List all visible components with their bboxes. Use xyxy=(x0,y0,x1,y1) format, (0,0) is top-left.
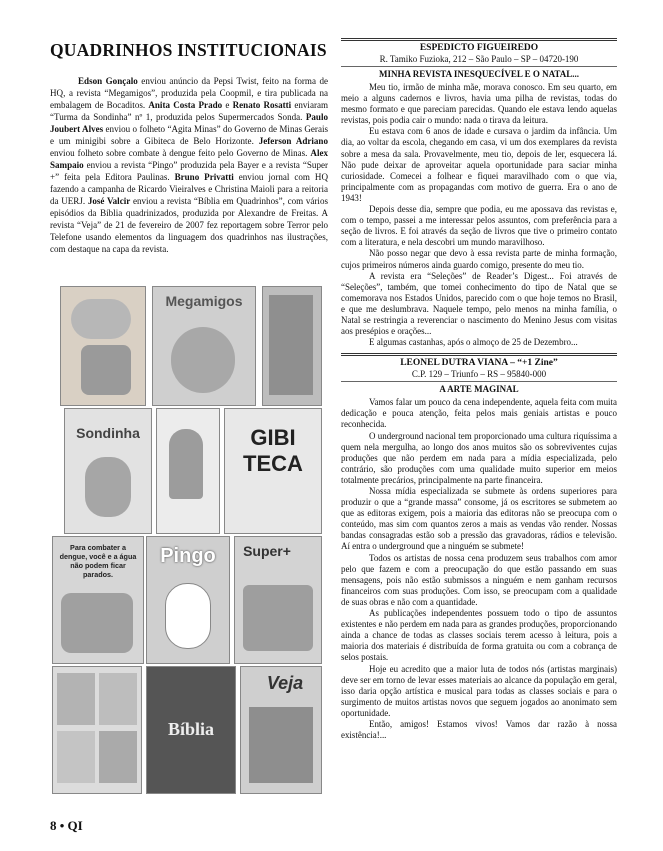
contributor-name: Edson Gonçalo xyxy=(78,76,138,86)
thumb-dengue xyxy=(52,536,144,664)
sondinha-logo: Sondinha xyxy=(76,425,140,441)
paragraph-text: enviou a revista “Bíblia em Quadrinhos”, com vários episódios da Bíblia quadrinizados, produzida por Alexandre de Freitas. A revista “Veja” de 21 de fevereiro de 2007 fez reportagem sobre Terror pelo Telefone usando elementos da linguagem dos quadrinhos nas ilustrações, com destaque na capa da revista. xyxy=(50,196,328,254)
thumb-agita xyxy=(156,408,220,534)
gibiteca-logo: GIBI TECA xyxy=(243,425,303,476)
thumb-uerj xyxy=(52,666,142,794)
contributor-name: Renato Rosatti xyxy=(232,100,292,110)
section-divider-thin xyxy=(341,66,617,67)
paragraph-text: enviou o folheto “Agita Minas” do Governo de Minas Gerais e um minigibi sobre a Gibiteca de Belo Horizonte. xyxy=(50,124,328,146)
contributor-name: José Valcir xyxy=(87,196,131,206)
thumb-gibiteca xyxy=(224,408,322,534)
paragraph-text: enviaram “Turma da Sondinha” nº 1, produzida pelos Supermercados Sonda. xyxy=(50,100,329,122)
section2-paragraph: Todos os artistas de nossa cena produzem seus trabalhos com amor pelo que fazem e com a preocupação do que estão passando em suas mensagens, pois não estão submissos a ninguém e nem ganham recursos financeiros com suas produções. Com isso, se preocupam com a qualidade de suas obras e não com a quantidade. xyxy=(341,552,617,607)
section2-paragraph: Então, amigos! Estamos vivos! Vamos dar razão à nossa existência!... xyxy=(341,718,617,741)
section1-paragraph: E algumas castanhas, após o almoço de 25 de Dezembro... xyxy=(369,337,578,348)
super-logo: Super+ xyxy=(243,543,291,559)
paragraph-text: enviou anúncio da Pepsi Twist, feito na forma de HQ, a revista “Megamigos”, produzida pela Coopmil, e tira publicada na embalagem de Bocaditos. xyxy=(50,76,328,110)
pingo-logo: Pingo xyxy=(160,545,216,567)
section1-body xyxy=(341,82,617,348)
thumb-megamigos xyxy=(152,286,256,406)
paragraph-text: e xyxy=(222,100,233,110)
page-footer: 8 • QI xyxy=(50,818,83,833)
section1-title: MINHA REVISTA INESQUECÍVEL E O NATAL... xyxy=(378,69,580,79)
paragraph-text: enviou jornal com HQ fazendo a campanha de Ricardo Vieiralves e Christina Maioli para a reitoria da UERJ. xyxy=(50,172,328,206)
contributor-name: Bruno Privatti xyxy=(174,172,234,182)
paragraph-text: enviou folheto sobre combate à dengue feito pelo Governo de Minas. xyxy=(50,148,311,158)
thumb-sondinha xyxy=(64,408,152,534)
section1-author: ESPEDICTO FIGUEIREDO xyxy=(419,43,539,53)
section2-paragraph: Hoje eu acredito que a maior luta de todos nós (artistas marginais) deve ser em torno de levar esses materiais ao alcance da população em geral, isso daria opção artística e musical para todas as classes sociais e para o surgimento de muitos artistas novos que seguem jogados ao anonimato sem oportunidade. xyxy=(341,663,617,718)
institutional-comics-paragraph xyxy=(50,75,328,255)
section2-paragraph: Vamos falar um pouco da cena independente, aquela feita com muita dedicação e pouca atenção, feita pelos mais geniais artistas e pouco reconhecida. xyxy=(341,397,617,430)
section2-title: A ARTE MAGINAL xyxy=(439,384,519,395)
contributor-name: Paulo Joubert Alves xyxy=(50,112,328,134)
thumb-pingo xyxy=(146,536,230,664)
section1-paragraph: Eu estava com 6 anos de idade e cursava o jardim da infância. Um dia, ao voltar da escola, chegando em casa, vi um dos exemplares da revista sobre a mesa da sala. Provavelmente, meu tio, depois de ler, esquecera lá. Não pude deixar de aproveitar aquela oportunidade para saciar minha curiosidade. Comecei a folhear e fiquei maravilhado com o que via, principalmente com as propagandas com motivo de guerra. Era o ano de 1943! xyxy=(341,126,617,203)
page-title: QUADRINHOS INSTITUCIONAIS xyxy=(50,40,327,60)
section1-paragraph: A revista era “Seleções” de Reader’s Digest... Foi através de “Seleções”, também, que tomei conhecimento do tipo de Natal que se comemorava nos Estados Unidos, parecido com o que hoje temos no Brasil, e que me deslumbrava. Naquele tempo, pelo menos na minha família, o Natal se restringia a reverenciar o nascimento do Menino Jesus com visitas aos presépios e orações... xyxy=(341,270,617,337)
section2-paragraph: As publicações independentes possuem todo o tipo de assuntos existentes e não perdem em nada para as grandes produções, proporcionando ainda a chance de todas as classes sociais terem acesso à leitura, pois a maioria dos materiais é distribuída de forma gratuita ou com a cobrança de selos postais. xyxy=(341,608,617,663)
megamigos-logo: Megamigos xyxy=(165,293,243,309)
thumb-super xyxy=(234,536,322,664)
paragraph-text: enviou a revista “Pingo” produzida pela Bayer e a revista “Super +” feita pela Editora Paulinas. xyxy=(50,160,328,182)
dengue-headline: Para combater a dengue, você e a água não podem ficar parados. xyxy=(59,543,137,579)
veja-logo: Veja xyxy=(266,673,304,693)
thumb-veja xyxy=(240,666,322,794)
section-divider xyxy=(341,353,617,356)
section1-paragraph: Depois desse dia, sempre que podia, eu me apossava das revistas e, com o tempo, passei a me interessar pelos assuntos, com preferência para a seção de livros. E foi através da seção de livros que tive o primeiro contato com a literatura, e nela descobri um mundo maravilhoso. xyxy=(341,204,617,248)
section2-address: C.P. 129 – Triunfo – RS – 95840-000 xyxy=(411,369,547,380)
institutional-comics-text xyxy=(50,75,328,255)
section1-paragraph: Meu tio, irmão de minha mãe, morava conosco. Em seu quarto, em meio a alguns cadernos e livros, havia uma pilha de revistas, todas do mesmo formato e que pareciam parecidas. Quando ele estava lendo aquelas revistas, pois podia cair o mundo: nada o tirava da leitura. xyxy=(341,82,617,126)
cover-thumbnails xyxy=(50,286,328,796)
section-divider-thin xyxy=(341,381,617,382)
section1-address: R. Tamiko Fuzioka, 212 – São Paulo – SP – 04720-190 xyxy=(379,54,579,64)
contributor-name: Alex Sampaio xyxy=(50,148,328,170)
section2-paragraph: O underground nacional tem proporcionado uma cultura riquíssima a quem nela mergulha, ao longo dos anos muitos são os sobreviventes cujas produções que não perdem em nada para a mídia especializada, pelo contrário, são produções com uma qualidade muito superior em meios totalmente precários, principalmente na parte financeira. xyxy=(341,430,617,485)
thumb-colorful xyxy=(60,286,146,406)
biblia-logo: Bíblia xyxy=(167,719,215,739)
section2-author: LEONEL DUTRA VIANA – “+1 Zine” xyxy=(400,358,558,369)
left-column xyxy=(50,40,328,255)
section-divider xyxy=(341,38,617,41)
section1-paragraph: Não posso negar que devo à essa revista parte de minha formação, cujos primeiros números ainda guardo comigo, presente do meu tio. xyxy=(341,248,617,270)
right-column xyxy=(341,38,617,741)
section2-paragraph: Nossa mídia especializada se submete às ordens superiores para produzir o que a “grande massa” consome, já os escritores se submetem ao que as editoras exigem, pois a maioria das editoras não se preocupa com o conteúdo, mas sim com quantos zeros a mais as vendas vão render. Nossas bandas consagradas estão sob a pressão das gravadoras, rádios e televisão. Aí entra o underground que a ninguém se submete! xyxy=(341,486,617,552)
contributor-name: Jeferson Adriano xyxy=(258,136,328,146)
section2-body xyxy=(341,397,617,741)
thumb-biblia xyxy=(146,666,236,794)
contributor-name: Anita Costa Prado xyxy=(148,100,223,110)
thumb-pepsi xyxy=(262,286,322,406)
